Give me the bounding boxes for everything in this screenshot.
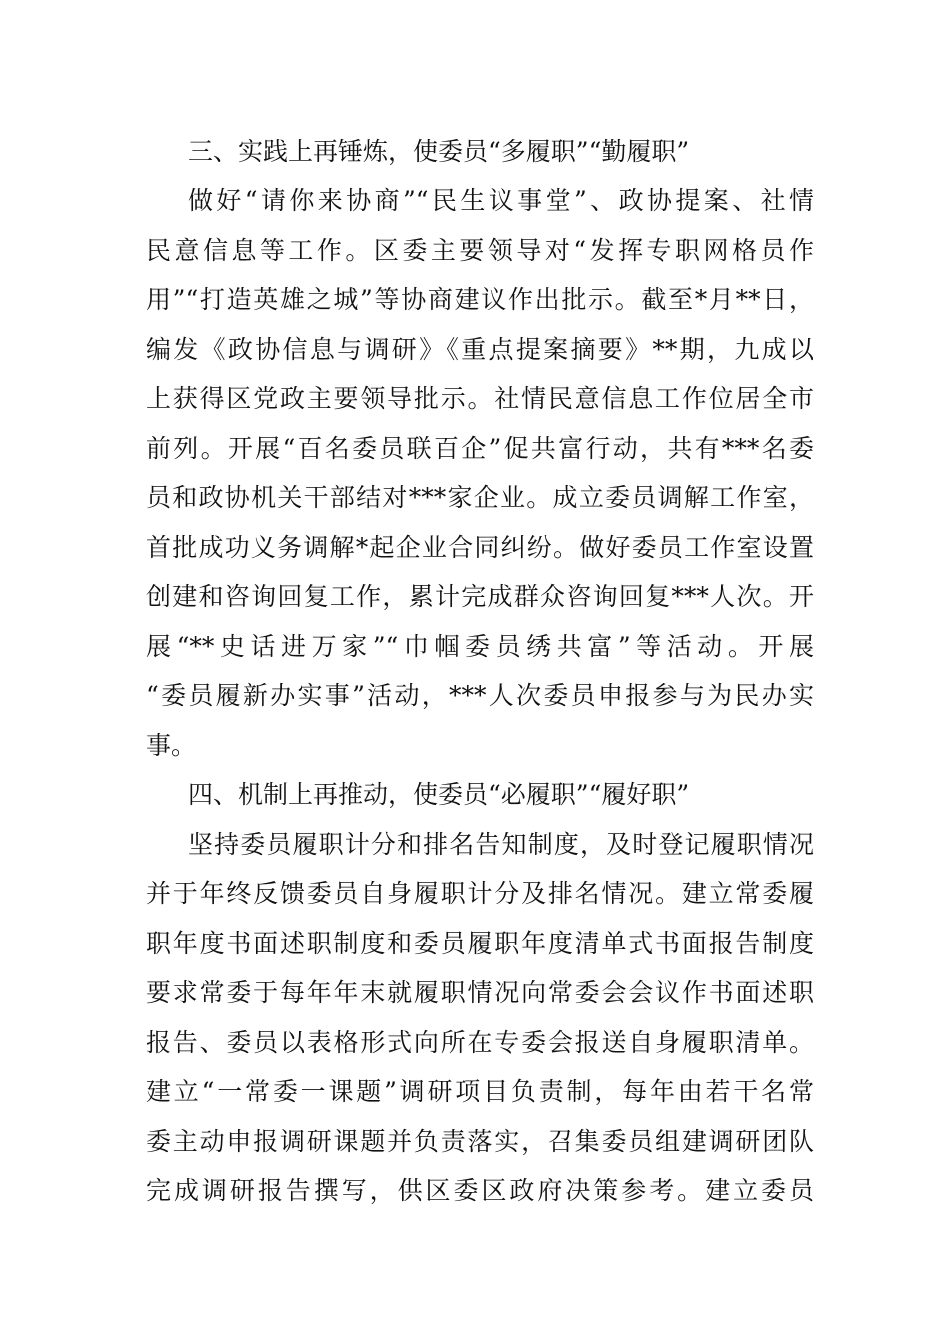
paragraph-line: 完成调研报告撰写，供区委区政府决策参考。建立委员 — [146, 1176, 814, 1205]
paragraph-line: 民意信息等工作。区委主要领导对“发挥专职网格员作 — [146, 236, 814, 265]
paragraph-line: 建立“一常委一课题”调研项目负责制，每年由若干名常 — [146, 1077, 814, 1106]
paragraph-line: 做好“请你来协商”“民生议事堂”、政协提案、社情 — [188, 186, 814, 215]
paragraph-line: 并于年终反馈委员自身履职计分及排名情况。建立常委履 — [146, 879, 814, 908]
paragraph-line: 用”“打造英雄之城”等协商建议作出批示。截至*月**日， — [146, 285, 814, 314]
paragraph-line: 展“**史话进万家”“巾帼委员绣共富”等活动。开展 — [146, 632, 814, 661]
paragraph-line: 报告、委员以表格形式向所在专委会报送自身履职清单。 — [146, 1028, 814, 1057]
section-heading-4: 四、机制上再推动，使委员“必履职”“履好职” — [188, 780, 690, 809]
paragraph-line: 事。 — [146, 731, 197, 760]
paragraph-line: 职年度书面述职制度和委员履职年度清单式书面报告制度 — [146, 929, 814, 958]
paragraph-line: 坚持委员履职计分和排名告知制度，及时登记履职情况 — [188, 830, 814, 859]
paragraph-line: 前列。开展“百名委员联百企”促共富行动，共有***名委 — [146, 434, 814, 463]
paragraph-line: 创建和咨询回复工作，累计完成群众咨询回复***人次。开 — [146, 582, 814, 611]
paragraph-line: 首批成功义务调解*起企业合同纠纷。做好委员工作室设置 — [146, 533, 814, 562]
paragraph-line: 要求常委于每年年末就履职情况向常委会会议作书面述职 — [146, 978, 814, 1007]
paragraph-line: “委员履新办实事”活动，***人次委员申报参与为民办实 — [146, 681, 814, 710]
paragraph-line: 员和政协机关干部结对***家企业。成立委员调解工作室， — [146, 483, 814, 512]
paragraph-line: 编发《政协信息与调研》《重点提案摘要》**期，九成以 — [146, 335, 814, 364]
paragraph-line: 上获得区党政主要领导批示。社情民意信息工作位居全市 — [146, 384, 814, 413]
paragraph-line: 委主动申报调研课题并负责落实，召集委员组建调研团队 — [146, 1127, 814, 1156]
section-heading-3: 三、实践上再锤炼，使委员“多履职”“勤履职” — [188, 137, 690, 166]
